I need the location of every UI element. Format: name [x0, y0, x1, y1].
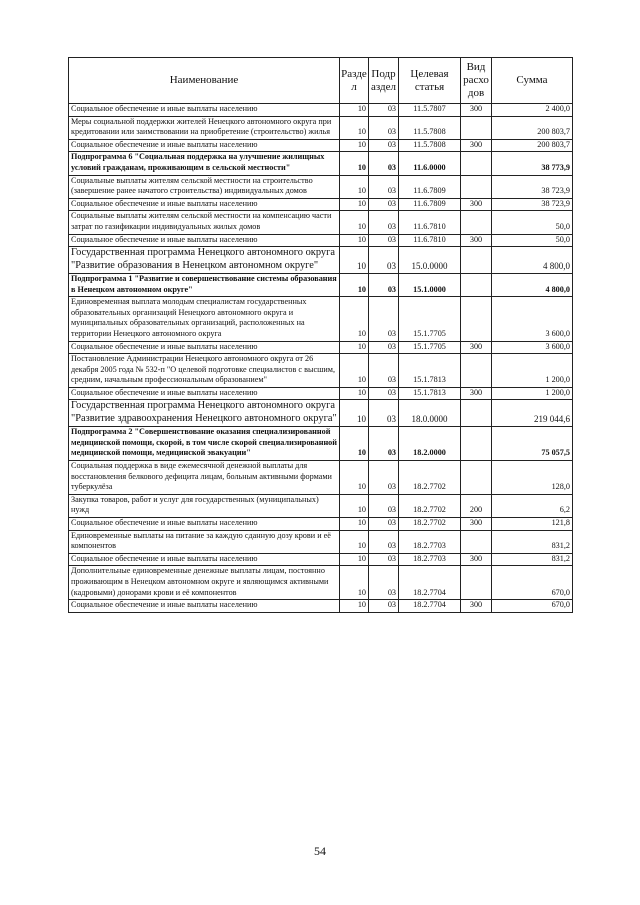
row-podrazdel-cell: 03 — [369, 116, 399, 139]
row-name-cell: Социальные выплаты жителям сельской местности на компенсацию части затрат по газификации индивидуальных жилых домов — [69, 211, 340, 234]
row-target-cell: 18.2.7702 — [399, 494, 461, 517]
row-target-cell: 15.1.7813 — [399, 387, 461, 400]
row-razdel-cell: 10 — [340, 494, 369, 517]
row-razdel-cell: 10 — [340, 553, 369, 566]
row-name-cell: Социальная поддержка в виде ежемесячной денежной выплаты для восстановления белкового дефицита лицам, больным активными формами туберкулёза — [69, 461, 340, 495]
row-podrazdel-cell: 03 — [369, 530, 399, 553]
row-vid-cell: 300 — [461, 234, 492, 247]
header-name: Наименование — [69, 58, 340, 104]
row-sum-cell: 50,0 — [492, 211, 573, 234]
row-sum-cell: 1 200,0 — [492, 354, 573, 388]
row-target-cell: 18.2.0000 — [399, 427, 461, 461]
row-name-cell: Социальное обеспечение и иные выплаты населению — [69, 341, 340, 354]
row-sum-cell: 50,0 — [492, 234, 573, 247]
row-vid-cell: 300 — [461, 600, 492, 613]
row-podrazdel-cell: 03 — [369, 600, 399, 613]
row-name-cell: Дополнительные единовременные денежные выплаты лицам, постоянно проживающим в Ненецком автономном округе и являющимся активными (кадровыми) донорами крови и её компонентов — [69, 566, 340, 600]
row-sum-cell: 38 773,9 — [492, 152, 573, 175]
header-razdel: Разде л — [340, 58, 369, 104]
row-podrazdel-cell: 03 — [369, 566, 399, 600]
row-name-cell: Социальное обеспечение и иные выплаты населению — [69, 600, 340, 613]
row-podrazdel-cell: 03 — [369, 297, 399, 341]
table-row — [69, 494, 573, 517]
row-razdel-cell: 10 — [340, 247, 369, 274]
table-row — [69, 104, 573, 117]
row-sum-cell: 128,0 — [492, 461, 573, 495]
page-number: 54 — [314, 844, 326, 858]
row-razdel-cell: 10 — [340, 297, 369, 341]
row-podrazdel-cell: 03 — [369, 247, 399, 274]
row-target-cell: 15.0.0000 — [399, 247, 461, 274]
row-name-cell: Закупка товаров, работ и услуг для государственных (муниципальных) нужд — [69, 494, 340, 517]
row-podrazdel-cell: 03 — [369, 152, 399, 175]
row-podrazdel-cell: 03 — [369, 175, 399, 198]
table-row — [69, 427, 573, 461]
row-podrazdel-cell: 03 — [369, 139, 399, 152]
table-row — [69, 152, 573, 175]
row-name-cell: Государственная программа Ненецкого автономного округа "Развитие образования в Ненецком автономном округе" — [69, 247, 340, 274]
row-name-cell: Единовременная выплата молодым специалистам государственных образовательных организаций Ненецкого автономного округа и муниципальных образовательных организаций, расположенных на территории Ненецкого автономного округа — [69, 297, 340, 341]
table-row — [69, 400, 573, 427]
row-razdel-cell: 10 — [340, 152, 369, 175]
row-target-cell: 18.2.7702 — [399, 461, 461, 495]
row-sum-cell: 4 800,0 — [492, 273, 573, 296]
row-target-cell: 18.2.7703 — [399, 553, 461, 566]
table-row — [69, 198, 573, 211]
row-podrazdel-cell: 03 — [369, 461, 399, 495]
row-vid-cell: 300 — [461, 104, 492, 117]
row-vid-cell — [461, 116, 492, 139]
row-vid-cell: 300 — [461, 553, 492, 566]
row-sum-cell: 200 803,7 — [492, 116, 573, 139]
row-name-cell: Социальное обеспечение и иные выплаты населению — [69, 198, 340, 211]
row-razdel-cell: 10 — [340, 139, 369, 152]
row-razdel-cell: 10 — [340, 211, 369, 234]
row-sum-cell: 38 723,9 — [492, 175, 573, 198]
row-vid-cell: 300 — [461, 387, 492, 400]
header-sum: Сумма — [492, 58, 573, 104]
table-row — [69, 553, 573, 566]
row-target-cell: 18.2.7704 — [399, 600, 461, 613]
row-vid-cell — [461, 354, 492, 388]
table-row — [69, 387, 573, 400]
row-target-cell: 15.1.7705 — [399, 341, 461, 354]
row-vid-cell: 300 — [461, 139, 492, 152]
row-razdel-cell: 10 — [340, 566, 369, 600]
row-name-cell: Социальные выплаты жителям сельской местности на строительство (завершение ранее начатого строительства) индивидуальных домов — [69, 175, 340, 198]
row-name-cell: Социальное обеспечение и иные выплаты населению — [69, 518, 340, 531]
row-podrazdel-cell: 03 — [369, 518, 399, 531]
row-podrazdel-cell: 03 — [369, 198, 399, 211]
row-sum-cell: 670,0 — [492, 566, 573, 600]
table-row — [69, 139, 573, 152]
table-row — [69, 566, 573, 600]
row-razdel-cell: 10 — [340, 175, 369, 198]
row-vid-cell — [461, 530, 492, 553]
row-podrazdel-cell: 03 — [369, 427, 399, 461]
row-sum-cell: 4 800,0 — [492, 247, 573, 274]
row-sum-cell: 200 803,7 — [492, 139, 573, 152]
row-target-cell: 18.2.7704 — [399, 566, 461, 600]
row-sum-cell: 219 044,6 — [492, 400, 573, 427]
row-sum-cell: 121,8 — [492, 518, 573, 531]
row-target-cell: 11.5.7808 — [399, 116, 461, 139]
header-podrazdel: Подр аздел — [369, 58, 399, 104]
row-name-cell: Социальное обеспечение и иные выплаты населению — [69, 139, 340, 152]
row-name-cell: Социальное обеспечение и иные выплаты населению — [69, 104, 340, 117]
header-target: Целевая статья — [399, 58, 461, 104]
row-vid-cell — [461, 273, 492, 296]
row-target-cell: 11.5.7808 — [399, 139, 461, 152]
row-razdel-cell: 10 — [340, 354, 369, 388]
row-name-cell: Постановление Администрации Ненецкого автономного округа от 26 декабря 2005 года № 532-п "О целевой подготовке специалистов с высшим, средним, начальным профессиональным образованием" — [69, 354, 340, 388]
row-razdel-cell: 10 — [340, 600, 369, 613]
row-vid-cell — [461, 211, 492, 234]
table-row — [69, 273, 573, 296]
table-row — [69, 116, 573, 139]
table-row — [69, 600, 573, 613]
table-row — [69, 461, 573, 495]
row-name-cell: Меры социальной поддержки жителей Ненецкого автономного округа при кредитовании или заимствовании на приобретение (строительство) жилья — [69, 116, 340, 139]
row-podrazdel-cell: 03 — [369, 234, 399, 247]
table-row — [69, 175, 573, 198]
row-razdel-cell: 10 — [340, 427, 369, 461]
row-name-cell: Социальное обеспечение и иные выплаты населению — [69, 387, 340, 400]
row-vid-cell — [461, 297, 492, 341]
table-row — [69, 247, 573, 274]
row-vid-cell — [461, 152, 492, 175]
row-target-cell: 15.1.0000 — [399, 273, 461, 296]
row-target-cell: 11.6.7809 — [399, 198, 461, 211]
header-vid: Вид расхо дов — [461, 58, 492, 104]
row-target-cell: 11.6.7810 — [399, 234, 461, 247]
row-podrazdel-cell: 03 — [369, 494, 399, 517]
row-podrazdel-cell: 03 — [369, 211, 399, 234]
row-razdel-cell: 10 — [340, 104, 369, 117]
row-razdel-cell: 10 — [340, 387, 369, 400]
row-podrazdel-cell: 03 — [369, 104, 399, 117]
row-sum-cell: 38 723,9 — [492, 198, 573, 211]
table-row — [69, 234, 573, 247]
row-target-cell: 11.6.7809 — [399, 175, 461, 198]
row-podrazdel-cell: 03 — [369, 400, 399, 427]
row-vid-cell — [461, 247, 492, 274]
row-vid-cell — [461, 175, 492, 198]
row-razdel-cell: 10 — [340, 400, 369, 427]
row-razdel-cell: 10 — [340, 198, 369, 211]
row-razdel-cell: 10 — [340, 234, 369, 247]
table-row — [69, 354, 573, 388]
row-sum-cell: 670,0 — [492, 600, 573, 613]
row-name-cell: Подпрограмма 6 "Социальная поддержка на улучшение жилищных условий гражданам, проживающим в сельской местности" — [69, 152, 340, 175]
row-vid-cell: 300 — [461, 341, 492, 354]
table-header-row — [69, 58, 573, 104]
row-target-cell: 18.2.7703 — [399, 530, 461, 553]
row-target-cell: 18.2.7702 — [399, 518, 461, 531]
row-podrazdel-cell: 03 — [369, 354, 399, 388]
row-sum-cell: 75 057,5 — [492, 427, 573, 461]
table-row — [69, 530, 573, 553]
row-sum-cell: 2 400,0 — [492, 104, 573, 117]
row-target-cell: 15.1.7813 — [399, 354, 461, 388]
row-sum-cell: 3 600,0 — [492, 297, 573, 341]
row-podrazdel-cell: 03 — [369, 387, 399, 400]
row-name-cell: Социальное обеспечение и иные выплаты населению — [69, 553, 340, 566]
row-sum-cell: 831,2 — [492, 530, 573, 553]
row-sum-cell: 3 600,0 — [492, 341, 573, 354]
row-target-cell: 11.5.7807 — [399, 104, 461, 117]
row-vid-cell: 300 — [461, 518, 492, 531]
table-row — [69, 297, 573, 341]
row-razdel-cell: 10 — [340, 273, 369, 296]
row-sum-cell: 6,2 — [492, 494, 573, 517]
row-vid-cell — [461, 400, 492, 427]
table-row — [69, 518, 573, 531]
row-razdel-cell: 10 — [340, 341, 369, 354]
row-podrazdel-cell: 03 — [369, 273, 399, 296]
table-row — [69, 211, 573, 234]
row-name-cell: Государственная программа Ненецкого автономного округа "Развитие здравоохранения Ненецкого автономного округа" — [69, 400, 340, 427]
row-target-cell: 15.1.7705 — [399, 297, 461, 341]
row-razdel-cell: 10 — [340, 461, 369, 495]
budget-table — [68, 57, 573, 613]
row-target-cell: 18.0.0000 — [399, 400, 461, 427]
row-vid-cell — [461, 461, 492, 495]
row-vid-cell: 300 — [461, 198, 492, 211]
row-vid-cell — [461, 427, 492, 461]
row-name-cell: Подпрограмма 1 "Развитие и совершенствование системы образования в Ненецком автономном округе" — [69, 273, 340, 296]
table-row — [69, 341, 573, 354]
row-razdel-cell: 10 — [340, 116, 369, 139]
row-sum-cell: 831,2 — [492, 553, 573, 566]
row-name-cell: Подпрограмма 2 "Совершенствование оказания специализированной медицинской помощи, скорой, в том числе скорой специализированной медицинской помощи, медицинской эвакуации" — [69, 427, 340, 461]
row-razdel-cell: 10 — [340, 518, 369, 531]
table-body — [69, 104, 573, 613]
row-vid-cell — [461, 566, 492, 600]
row-name-cell: Единовременные выплаты на питание за каждую сданную дозу крови и её компонентов — [69, 530, 340, 553]
row-name-cell: Социальное обеспечение и иные выплаты населению — [69, 234, 340, 247]
row-razdel-cell: 10 — [340, 530, 369, 553]
row-target-cell: 11.6.0000 — [399, 152, 461, 175]
row-podrazdel-cell: 03 — [369, 341, 399, 354]
row-sum-cell: 1 200,0 — [492, 387, 573, 400]
row-podrazdel-cell: 03 — [369, 553, 399, 566]
row-target-cell: 11.6.7810 — [399, 211, 461, 234]
row-vid-cell: 200 — [461, 494, 492, 517]
